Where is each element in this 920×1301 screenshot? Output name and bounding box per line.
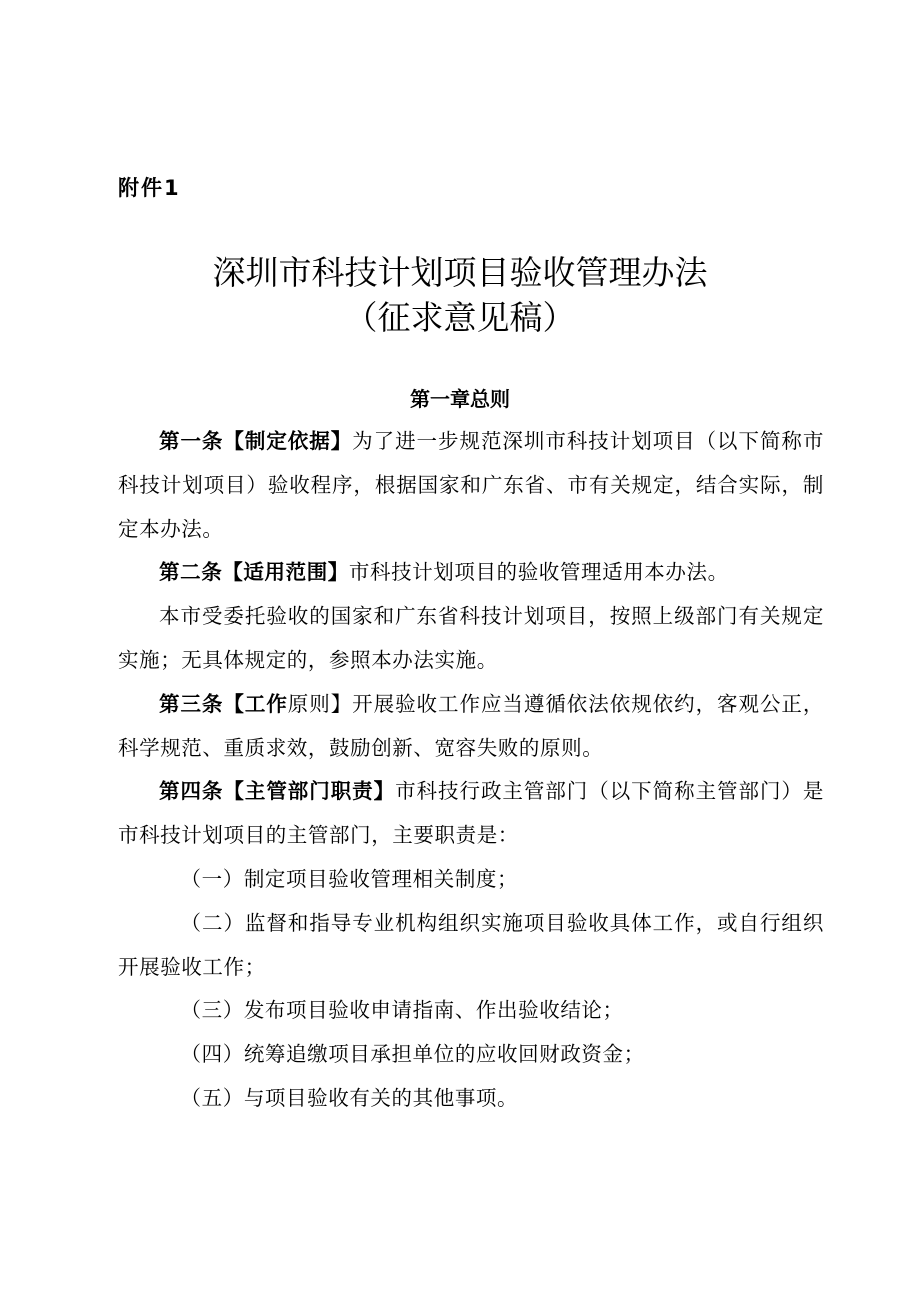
chapter-heading: 第一章总则 [410,387,510,411]
attachment-label: 附件1 [118,176,181,200]
list-item: （三）发布项目验收申请指南、作出验收结论； [180,998,624,1023]
article-2-text: 市科技计划项目的验收管理适用本办法。 [348,560,729,585]
article-3 [118,683,824,771]
article-1 [118,420,824,551]
article-1-text: 为了进一步规范深圳市科技计划项目（以下简称市科技计划项目）验收程序，根据国家和广东省、市有关规定，结合实际，制定本办法。 [118,429,824,541]
list-item: （五）与项目验收有关的其他事项。 [180,1085,519,1110]
article-4 [118,770,824,858]
list-item: （一）制定项目验收管理相关制度； [180,866,519,891]
list-item: （二）监督和指导专业机构组织实施项目验收具体工作，或自行组织开展验收工作； [118,910,824,979]
list-item: （四）统筹追缴项目承担单位的应收回财政资金； [180,1042,645,1067]
document-title: 深圳市科技计划项目验收管理办法 [212,253,708,292]
document-body [118,420,824,1121]
article-2-label: 第二条【适用范围】 [159,560,349,585]
article-3-text: 原则】开展验收工作应当遵循依法依规依约，客观公正，科学规范、重质求效，鼓励创新、宽容失败的原则。 [118,691,824,760]
article-2 [118,551,824,595]
article-3-label: 第三条【工作 [159,691,288,716]
article-2-paragraph-text: 本市受委托验收的国家和广东省科技计划项目，按照上级部门有关规定实施；无具体规定的，参照本办法实施。 [118,604,824,672]
article-2-paragraph [118,595,824,683]
article-4-label: 第四条【主管部门职责】 [159,779,396,804]
article-4-text: 市科技行政主管部门（以下简称主管部门）是市科技计划项目的主管部门，主要职责是： [118,779,824,848]
document-subtitle: （征求意见稿） [344,298,576,337]
article-1-label: 第一条【制定依据】 [159,429,353,453]
